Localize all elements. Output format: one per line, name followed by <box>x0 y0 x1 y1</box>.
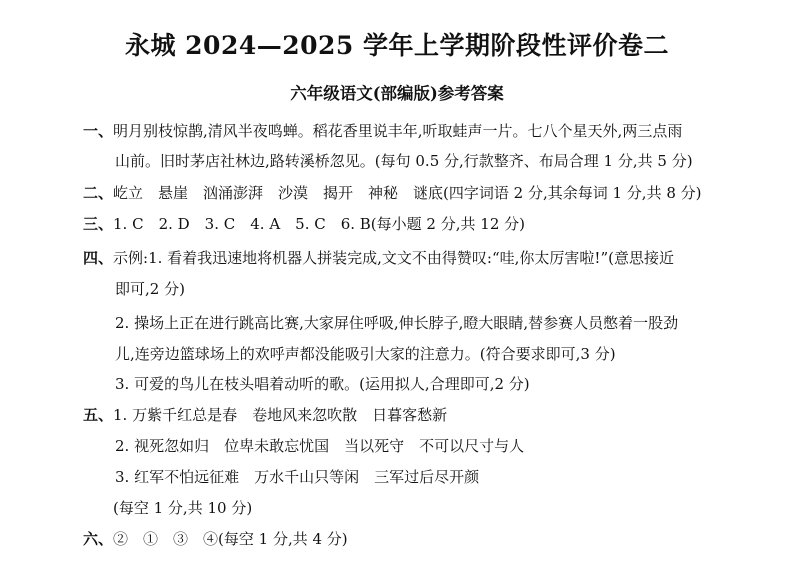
answer-2-text: 屹立 悬崖 汹涌澎湃 沙漠 揭开 神秘 谜底(四字词语 2 分,其余每词 1 分,共 8 分) <box>113 184 702 202</box>
answer-6-text: ② ① ③ ④(每空 1 分,共 4 分) <box>113 530 348 548</box>
answer-4-line-2: 即可,2 分) <box>115 280 185 298</box>
answer-5-line-3: 3. 红军不怕远征难 万水千山只等闲 三军过后尽开颜 <box>115 468 480 486</box>
answer-5-number: 五、 <box>83 406 114 424</box>
answer-3-text: 1. C 2. D 3. C 4. A 5. C 6. B(每小题 2 分,共 12 分) <box>113 215 525 233</box>
answer-4-line-3: 2. 操场上正在进行跳高比赛,大家屏住呼吸,伸长脖子,瞪大眼睛,替参赛人员憋着一股劲 <box>115 314 679 332</box>
answer-2-line-1 <box>83 183 702 203</box>
answer-2-number: 二、 <box>83 184 114 202</box>
answer-5-line-2: 2. 视死忽如归 位卑未敢忘忧国 当以死守 不可以尺寸与人 <box>115 437 525 455</box>
answer-6-line-1 <box>83 529 348 549</box>
answer-5-line-4: (每空 1 分,共 10 分) <box>113 499 253 517</box>
answer-1-line-2: 山前。旧时茅店社林边,路转溪桥忽见。(每句 0.5 分,行款整齐、布局合理 1 分,共 5 分) <box>115 152 693 170</box>
answer-4-line-1 <box>83 248 674 268</box>
answer-1-text: 明月别枝惊鹊,清风半夜鸣蝉。稻花香里说丰年,听取蛙声一片。七八个星天外,两三点雨 <box>113 122 683 140</box>
answer-4-line-4: 儿,连旁边篮球场上的欢呼声都没能吸引大家的注意力。(符合要求即可,3 分) <box>115 345 616 363</box>
page-title: 永城 2024—2025 学年上学期阶段性评价卷二 <box>124 31 670 60</box>
answer-1-line-1 <box>83 121 682 141</box>
answer-4-text: 示例:1. 看着我迅速地将机器人拼装完成,文文不由得赞叹:“哇,你太厉害啦!”(意思接近 <box>113 249 674 267</box>
answer-3-line-1 <box>83 214 525 234</box>
answer-5-text: 1. 万紫千红总是春 卷地风来忽吹散 日暮客愁新 <box>113 406 448 424</box>
answer-3-number: 三、 <box>83 215 114 233</box>
answer-5-line-1 <box>83 405 447 425</box>
answer-6-number: 六、 <box>83 530 114 548</box>
page-subtitle: 六年级语文(部编版)参考答案 <box>290 84 504 103</box>
answer-1-number: 一、 <box>83 122 114 140</box>
answer-4-number: 四、 <box>83 249 114 267</box>
answer-4-line-5: 3. 可爱的鸟儿在枝头唱着动听的歌。(运用拟人,合理即可,2 分) <box>115 375 530 393</box>
